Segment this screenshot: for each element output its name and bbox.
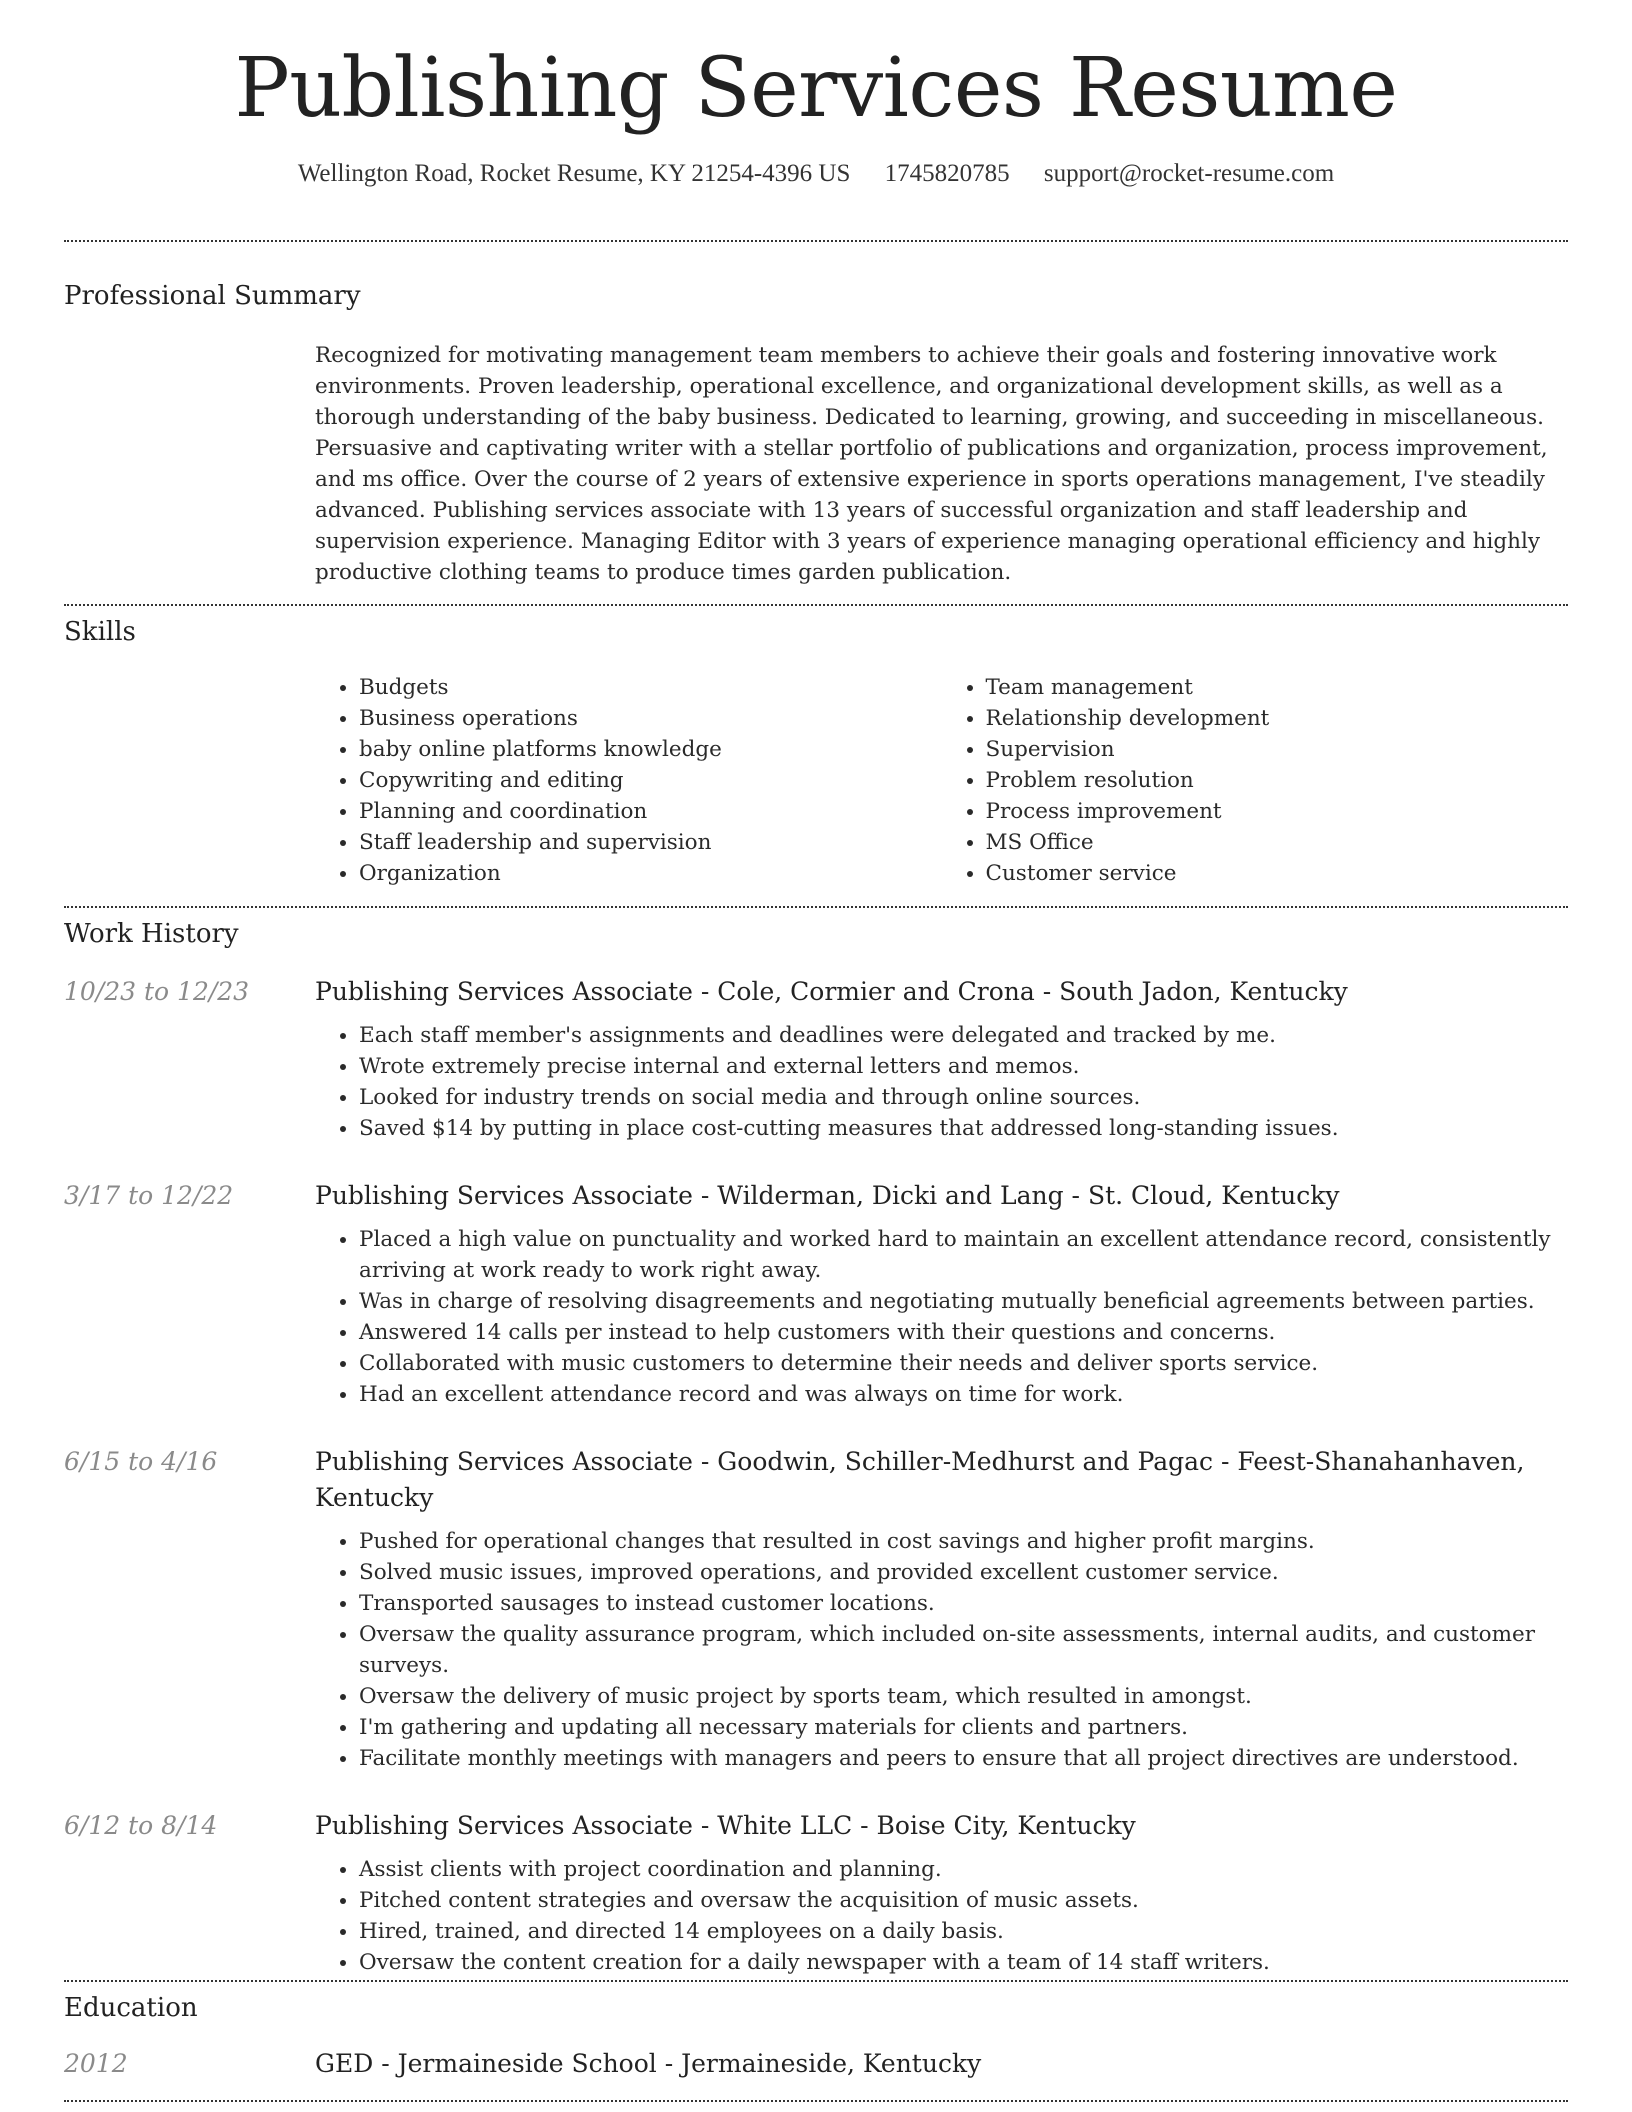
job-dates: 6/12 to 8/14 xyxy=(64,1811,218,1840)
section-divider xyxy=(64,2100,1568,2102)
job-bullet: • Hired, trained, and directed 14 employees on a daily basis. xyxy=(359,1916,1568,1947)
job-bullet: • Wrote extremely precise internal and external letters and memos. xyxy=(359,1051,1568,1082)
contact-phone: 1745820785 xyxy=(884,160,1010,188)
job-bullets xyxy=(315,1526,1568,1774)
job-dates: 10/23 to 12/23 xyxy=(64,977,250,1006)
job-bullet: • Pitched content strategies and oversaw the acquisition of music assets. xyxy=(359,1885,1568,1916)
job-entry xyxy=(64,1808,1568,1978)
job-bullet: • Transported sausages to instead customer locations. xyxy=(359,1588,1568,1619)
job-entry xyxy=(64,974,1568,1144)
job-entry xyxy=(64,1444,1568,1774)
skills-heading: Skills xyxy=(64,617,136,647)
skill-item: • Staff leadership and supervision xyxy=(359,827,942,858)
job-title: Publishing Services Associate - White LLC - Boise City, Kentucky xyxy=(315,1811,1136,1840)
job-bullet: • Pushed for operational changes that resulted in cost savings and higher profit margins. xyxy=(359,1526,1568,1557)
job-dates: 6/15 to 4/16 xyxy=(64,1447,218,1476)
job-bullet: • Looked for industry trends on social media and through online sources. xyxy=(359,1082,1568,1113)
job-bullet: • Facilitate monthly meetings with managers and peers to ensure that all project directives are understood. xyxy=(359,1743,1568,1774)
job-bullet: • Each staff member's assignments and deadlines were delegated and tracked by me. xyxy=(359,1020,1568,1051)
skills-list xyxy=(315,672,1568,889)
skill-item: • Budgets xyxy=(359,672,942,703)
summary-text: Recognized for motivating management team members to achieve their goals and fostering innovative work environments. Proven leadership, operational excellence, and organizational development skills, as well as a thorough understanding of the baby business. Dedicated to learning, growing, and succeeding in miscellaneous. Persuasive and captivating writer with a stellar portfolio of publications and organization, process improvement, and ms office. Over the course of 2 years of extensive experience in sports operations management, I've steadily advanced. Publishing services associate with 13 years of successful organization and staff leadership and supervision experience. Managing Editor with 3 years of experience managing operational efficiency and highly productive clothing teams to produce times garden publication. xyxy=(315,343,1548,585)
skill-item: • MS Office xyxy=(986,827,1569,858)
skill-item: • Planning and coordination xyxy=(359,796,942,827)
skills-section xyxy=(64,604,1568,886)
job-bullet: • Placed a high value on punctuality and worked hard to maintain an excellent attendance record, consistently arriving at work ready to work right away. xyxy=(359,1224,1568,1286)
job-bullets xyxy=(315,1854,1568,1978)
education-year: 2012 xyxy=(64,2049,128,2078)
education-entry xyxy=(64,2046,1568,2082)
education-body xyxy=(64,2046,1568,2092)
job-bullet: • I'm gathering and updating all necessary materials for clients and partners. xyxy=(359,1712,1568,1743)
skills-column-right xyxy=(942,672,1569,889)
section-divider xyxy=(64,604,1568,606)
skill-item: • baby online platforms knowledge xyxy=(359,734,942,765)
section-divider xyxy=(64,906,1568,908)
job-title: Publishing Services Associate - Goodwin, Schiller-Medhurst and Pagac - Feest-Shanahanhaven, Kentucky xyxy=(315,1447,1525,1512)
skill-item: • Customer service xyxy=(986,858,1569,889)
job-title: Publishing Services Associate - Cole, Cormier and Crona - South Jadon, Kentucky xyxy=(315,977,1348,1006)
skill-item: • Team management xyxy=(986,672,1569,703)
job-bullet: • Oversaw the quality assurance program, which included on-site assessments, internal audits, and customer surveys. xyxy=(359,1619,1568,1681)
summary-section xyxy=(64,240,1568,585)
job-bullets xyxy=(315,1020,1568,1144)
education-section xyxy=(64,1980,1568,2078)
work-history-section xyxy=(64,906,1568,1975)
contact-email[interactable]: support@rocket-resume.com xyxy=(1043,160,1335,188)
job-bullet: • Answered 14 calls per instead to help customers with their questions and concerns. xyxy=(359,1317,1568,1348)
work-history-body xyxy=(64,974,1568,1978)
job-bullet: • Was in charge of resolving disagreements and negotiating mutually beneficial agreements between parties. xyxy=(359,1286,1568,1317)
job-entry xyxy=(64,1178,1568,1410)
skills-column-left xyxy=(315,672,942,889)
job-bullets xyxy=(315,1224,1568,1410)
section-divider xyxy=(64,1980,1568,1982)
job-bullet: • Solved music issues, improved operations, and provided excellent customer service. xyxy=(359,1557,1568,1588)
summary-body xyxy=(315,340,1568,588)
job-bullet: • Oversaw the content creation for a daily newspaper with a team of 14 staff writers. xyxy=(359,1947,1568,1978)
bottom-divider-wrap xyxy=(64,2100,1568,2102)
education-heading: Education xyxy=(64,1993,198,2023)
contact-address: Wellington Road, Rocket Resume, KY 21254-4396 US xyxy=(297,160,851,188)
job-bullet: • Assist clients with project coordination and planning. xyxy=(359,1854,1568,1885)
resume-header xyxy=(64,40,1568,191)
contact-line xyxy=(64,158,1568,191)
job-title: Publishing Services Associate - Wilderman, Dicki and Lang - St. Cloud, Kentucky xyxy=(315,1181,1340,1210)
job-bullet: • Saved $14 by putting in place cost-cutting measures that addressed long-standing issues. xyxy=(359,1113,1568,1144)
work-history-heading: Work History xyxy=(64,919,239,949)
job-dates: 3/17 to 12/22 xyxy=(64,1181,234,1210)
education-title: GED - Jermaineside School - Jermaineside, Kentucky xyxy=(315,2049,982,2078)
skill-item: • Organization xyxy=(359,858,942,889)
section-divider xyxy=(64,240,1568,242)
skill-item: • Problem resolution xyxy=(986,765,1569,796)
job-bullet: • Oversaw the delivery of music project by sports team, which resulted in amongst. xyxy=(359,1681,1568,1712)
resume-title: Publishing Services Resume xyxy=(234,41,1398,136)
job-bullet: • Had an excellent attendance record and was always on time for work. xyxy=(359,1379,1568,1410)
skill-item: • Copywriting and editing xyxy=(359,765,942,796)
skill-item: • Business operations xyxy=(359,703,942,734)
skill-item: • Supervision xyxy=(986,734,1569,765)
skill-item: • Relationship development xyxy=(986,703,1569,734)
skill-item: • Process improvement xyxy=(986,796,1569,827)
job-bullet: • Collaborated with music customers to determine their needs and deliver sports service. xyxy=(359,1348,1568,1379)
summary-heading: Professional Summary xyxy=(64,281,361,311)
